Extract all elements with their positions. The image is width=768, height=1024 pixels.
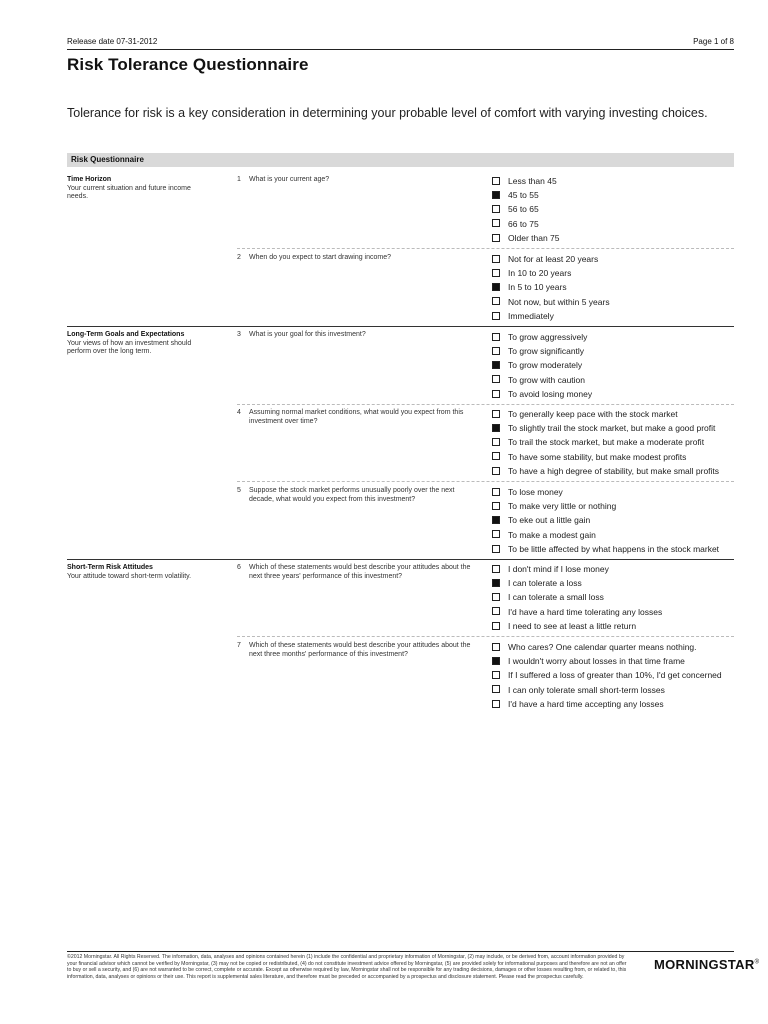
category-desc: Your views of how an investment should perform over the long term. bbox=[67, 339, 192, 355]
registered-mark: ® bbox=[754, 959, 760, 966]
question-text: Which of these statements would best describe your attitudes about the next three years' performance of this investment? bbox=[249, 564, 471, 580]
option[interactable] bbox=[492, 697, 742, 711]
legal-disclaimer: ©2012 Morningstar. All Rights Reserved. The information, data, analyses and opinions contained herein (1) include the confidential and proprietary information of Morningstar, (2) may include, or be derived from, account information provided by your financial advisor which cannot be verified by Morningstar, (3) may not be copied or redistributed, (4) do not constitute investment advice offered by Morningstar, (5) are provided solely for informational purposes and therefore are not an offer to buy or sell a security, and (6) are not warranted to be correct, complete or accurate. Except as otherwise required by law, Morningstar shall not be responsible for any trading decisions, damages or other losses resulting from, or related to, this information, data, analyses or opinions or their use. This report is supplemental sales literature, and therefore must be preceded or accompanied by a prospectus and disclosure statement. Please read the prospectus carefully. bbox=[67, 954, 627, 980]
checkbox[interactable] bbox=[492, 671, 500, 679]
option[interactable] bbox=[492, 280, 742, 294]
checkbox[interactable] bbox=[492, 607, 500, 615]
option-label: I'd have a hard time tolerating any losses bbox=[508, 606, 663, 617]
checkbox[interactable] bbox=[492, 269, 500, 277]
option-label: To be little affected by what happens in the stock market bbox=[508, 543, 720, 554]
checkbox[interactable] bbox=[492, 700, 500, 708]
section-label: Risk Questionnaire bbox=[71, 155, 144, 164]
option-label: To generally keep pace with the stock market bbox=[508, 409, 678, 419]
option-label: Older than 75 bbox=[508, 232, 560, 243]
checkbox[interactable] bbox=[492, 593, 500, 601]
option[interactable] bbox=[492, 309, 742, 323]
question-number: 6 bbox=[237, 564, 241, 571]
option-label: 45 to 55 bbox=[508, 190, 539, 201]
option-label: I can only tolerate small short-term losses bbox=[508, 684, 665, 695]
option[interactable] bbox=[492, 528, 742, 542]
question-number: 2 bbox=[237, 254, 241, 261]
checkbox[interactable] bbox=[492, 312, 500, 320]
option-label: To have a high degree of stability, but make small profits bbox=[508, 465, 720, 476]
checkbox[interactable] bbox=[492, 177, 500, 185]
question-text: What is your current age? bbox=[249, 176, 330, 183]
option-label: Immediately bbox=[508, 310, 554, 321]
category-desc: Your attitude toward short-term volatility. bbox=[67, 572, 192, 580]
question-number: 3 bbox=[237, 331, 241, 338]
checkbox[interactable] bbox=[492, 234, 500, 242]
option[interactable] bbox=[492, 485, 742, 499]
option[interactable] bbox=[492, 619, 742, 633]
checkbox[interactable] bbox=[492, 452, 500, 460]
checkbox-checked[interactable] bbox=[492, 191, 500, 199]
checkbox-checked[interactable] bbox=[492, 361, 500, 369]
checkbox[interactable] bbox=[492, 255, 500, 263]
category-title: Short-Term Risk Attitudes bbox=[67, 564, 153, 571]
option-label: Who cares? One calendar quarter means nothing. bbox=[508, 642, 697, 652]
question-number: 5 bbox=[237, 487, 241, 494]
checkbox-checked[interactable] bbox=[492, 283, 500, 291]
page-title: Risk Tolerance Questionnaire bbox=[67, 55, 309, 74]
question-options bbox=[492, 174, 742, 245]
category-short-term-risk bbox=[67, 564, 207, 581]
option-label: In 10 to 20 years bbox=[508, 268, 572, 279]
checkbox[interactable] bbox=[492, 622, 500, 630]
option-label: To make very little or nothing bbox=[508, 501, 617, 512]
question-options bbox=[492, 640, 742, 711]
option-label: I need to see at least a little return bbox=[508, 620, 637, 631]
option[interactable] bbox=[492, 542, 742, 556]
option-label: I don't mind if I lose money bbox=[508, 564, 609, 574]
question-options bbox=[492, 252, 742, 323]
checkbox[interactable] bbox=[492, 565, 500, 573]
option[interactable] bbox=[492, 217, 742, 231]
option[interactable] bbox=[492, 668, 742, 682]
question-number: 4 bbox=[237, 409, 241, 416]
category-time-horizon bbox=[67, 176, 207, 202]
checkbox[interactable] bbox=[492, 410, 500, 418]
option-label: To eke out a little gain bbox=[508, 515, 591, 526]
option-label: In 5 to 10 years bbox=[508, 282, 567, 293]
section-divider bbox=[67, 559, 734, 560]
checkbox-checked[interactable] bbox=[492, 516, 500, 524]
option[interactable] bbox=[492, 576, 742, 590]
logo-text: MORNINGSTAR bbox=[654, 957, 755, 972]
section-band bbox=[67, 153, 734, 167]
option-label: To lose money bbox=[508, 487, 563, 497]
option-label: To grow with caution bbox=[508, 374, 586, 385]
option-label: I can tolerate a loss bbox=[508, 578, 582, 589]
option-label: 56 to 65 bbox=[508, 204, 539, 215]
option[interactable] bbox=[492, 358, 742, 372]
checkbox[interactable] bbox=[492, 297, 500, 305]
category-title: Time Horizon bbox=[67, 176, 112, 183]
option[interactable] bbox=[492, 605, 742, 619]
checkbox[interactable] bbox=[492, 545, 500, 553]
option-label: To slightly trail the stock market, but make a good profit bbox=[508, 423, 716, 434]
option-label: To have some stability, but make modest profits bbox=[508, 451, 687, 462]
option[interactable] bbox=[492, 421, 742, 435]
option[interactable] bbox=[492, 590, 742, 604]
checkbox[interactable] bbox=[492, 530, 500, 538]
option-label: I wouldn't worry about losses in that time frame bbox=[508, 656, 685, 667]
question-text: Which of these statements would best describe your attitudes about the next three months' performance of this investment? bbox=[249, 642, 471, 658]
option[interactable] bbox=[492, 330, 742, 344]
option[interactable] bbox=[492, 562, 742, 576]
question-text: Suppose the stock market performs unusually poorly over the next decade, what would you expect from this investment? bbox=[249, 487, 455, 503]
option-label: Less than 45 bbox=[508, 176, 557, 186]
option-label: 66 to 75 bbox=[508, 218, 539, 229]
checkbox[interactable] bbox=[492, 375, 500, 383]
option[interactable] bbox=[492, 387, 742, 401]
option[interactable] bbox=[492, 435, 742, 449]
option-label: Not now, but within 5 years bbox=[508, 296, 610, 307]
category-long-term-goals bbox=[67, 331, 207, 357]
checkbox[interactable] bbox=[492, 390, 500, 398]
option[interactable] bbox=[492, 231, 742, 245]
option[interactable] bbox=[492, 373, 742, 387]
question-options bbox=[492, 562, 742, 633]
option[interactable] bbox=[492, 450, 742, 464]
option-label: To make a modest gain bbox=[508, 529, 596, 540]
checkbox[interactable] bbox=[492, 467, 500, 475]
question-text: What is your goal for this investment? bbox=[249, 331, 366, 338]
option[interactable] bbox=[492, 188, 742, 202]
option[interactable] bbox=[492, 295, 742, 309]
option-label: If I suffered a loss of greater than 10%, I'd get concerned bbox=[508, 670, 722, 681]
page-number: Page 1 of 8 bbox=[693, 37, 734, 46]
option-label: To grow significantly bbox=[508, 346, 585, 357]
footer-rule bbox=[67, 951, 734, 952]
option[interactable] bbox=[492, 174, 742, 188]
question-number: 7 bbox=[237, 642, 241, 649]
option-label: I'd have a hard time accepting any losses bbox=[508, 698, 664, 709]
option[interactable] bbox=[492, 202, 742, 216]
checkbox[interactable] bbox=[492, 333, 500, 341]
question-text: When do you expect to start drawing income? bbox=[249, 254, 392, 261]
checkbox[interactable] bbox=[492, 502, 500, 510]
intro-text: Tolerance for risk is a key consideration in determining your probable level of comfort with varying investing choices. bbox=[67, 106, 708, 120]
option-label: To grow moderately bbox=[508, 360, 583, 371]
option[interactable] bbox=[492, 654, 742, 668]
option[interactable] bbox=[492, 344, 742, 358]
checkbox[interactable] bbox=[492, 438, 500, 446]
morningstar-logo bbox=[654, 957, 759, 972]
question-options bbox=[492, 407, 742, 478]
checkbox[interactable] bbox=[492, 219, 500, 227]
option[interactable] bbox=[492, 683, 742, 697]
option[interactable] bbox=[492, 464, 742, 478]
checkbox[interactable] bbox=[492, 347, 500, 355]
question-options bbox=[492, 485, 742, 556]
question-text: Assuming normal market conditions, what would you expect from this investment over time? bbox=[249, 409, 464, 425]
checkbox[interactable] bbox=[492, 643, 500, 651]
option-label: I can tolerate a small loss bbox=[508, 592, 604, 603]
checkbox-checked[interactable] bbox=[492, 424, 500, 432]
divider bbox=[237, 404, 734, 405]
question-number: 1 bbox=[237, 176, 241, 183]
option[interactable] bbox=[492, 252, 742, 266]
checkbox[interactable] bbox=[492, 205, 500, 213]
option-label: To avoid losing money bbox=[508, 388, 593, 399]
section-divider bbox=[67, 326, 734, 327]
category-desc: Your current situation and future income needs. bbox=[67, 184, 191, 200]
checkbox-checked[interactable] bbox=[492, 657, 500, 665]
option[interactable] bbox=[492, 640, 742, 654]
option[interactable] bbox=[492, 266, 742, 280]
release-date: Release date 07-31-2012 bbox=[67, 37, 158, 46]
option[interactable] bbox=[492, 499, 742, 513]
option[interactable] bbox=[492, 513, 742, 527]
option-label: To grow aggressively bbox=[508, 332, 588, 342]
question-options bbox=[492, 330, 742, 401]
option-label: To trail the stock market, but make a moderate profit bbox=[508, 437, 705, 448]
checkbox-checked[interactable] bbox=[492, 579, 500, 587]
divider bbox=[237, 481, 734, 482]
checkbox[interactable] bbox=[492, 488, 500, 496]
divider bbox=[237, 636, 734, 637]
page-header bbox=[67, 37, 734, 50]
option-label: Not for at least 20 years bbox=[508, 254, 599, 264]
checkbox[interactable] bbox=[492, 685, 500, 693]
divider bbox=[237, 248, 734, 249]
option[interactable] bbox=[492, 407, 742, 421]
category-title: Long-Term Goals and Expectations bbox=[67, 331, 185, 338]
